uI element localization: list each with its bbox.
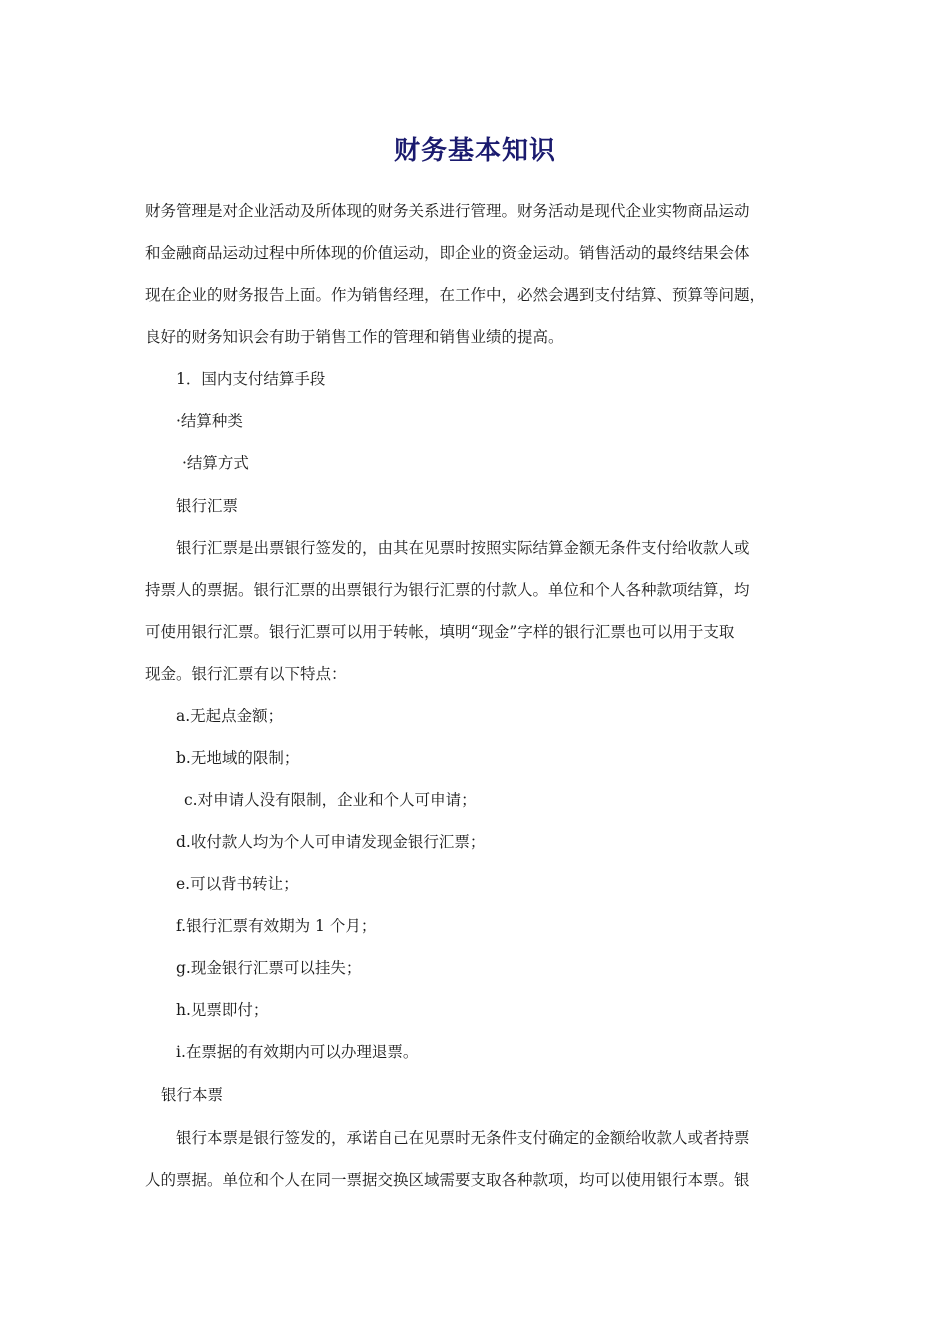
bank-draft-line-4: 现金。银行汇票有以下特点：: [145, 665, 347, 683]
feature-item-g: g.现金银行汇票可以挂失；: [176, 959, 362, 977]
intro-line-3: 现在企业的财务报告上面。作为销售经理，在工作中，必然会遇到支付结算、预算等问题，: [145, 286, 766, 304]
feature-item-c: c.对申请人没有限制，企业和个人可申请；: [184, 791, 477, 809]
feature-item-b: b.无地域的限制；: [176, 749, 300, 767]
feature-item-a: a.无起点金额；: [176, 707, 284, 725]
bank-draft-line-3: 可使用银行汇票。银行汇票可以用于转帐，填明“现金”字样的银行汇票也可以用于支取: [145, 623, 735, 641]
bullet-settlement-types: ·结算种类: [176, 412, 243, 430]
cashier-check-heading: 银行本票: [161, 1086, 224, 1104]
feature-item-e: e.可以背书转让；: [176, 875, 299, 893]
intro-line-2: 和金融商品运动过程中所体现的价值运动，即企业的资金运动。销售活动的最终结果会体: [145, 244, 750, 262]
feature-item-h: h.见票即付；: [176, 1001, 269, 1019]
cashier-line-2: 人的票据。单位和个人在同一票据交换区域需要支取各种款项，均可以使用银行本票。银: [145, 1171, 750, 1189]
cashier-line-1: 银行本票是银行签发的，承诺自己在见票时无条件支付确定的金额给收款人或者持票: [176, 1129, 750, 1147]
feature-item-i: i.在票据的有效期内可以办理退票。: [176, 1043, 419, 1061]
bank-draft-line-2: 持票人的票据。银行汇票的出票银行为银行汇票的付款人。单位和个人各种款项结算，均: [145, 581, 750, 599]
bullet-settlement-methods: ·结算方式: [182, 454, 249, 472]
section-heading: 1．国内支付结算手段: [176, 370, 326, 388]
intro-line-4: 良好的财务知识会有助于销售工作的管理和销售业绩的提高。: [145, 328, 564, 346]
feature-item-d: d.收付款人均为个人可申请发现金银行汇票；: [176, 833, 486, 851]
feature-item-f: f.银行汇票有效期为 1 个月；: [176, 917, 377, 935]
document-title: 财务基本知识: [393, 136, 556, 166]
bank-draft-heading: 银行汇票: [176, 497, 239, 515]
intro-line-1: 财务管理是对企业活动及所体现的财务关系进行管理。财务活动是现代企业实物商品运动: [145, 202, 750, 220]
bank-draft-line-1: 银行汇票是出票银行签发的，由其在见票时按照实际结算金额无条件支付给收款人或: [176, 539, 750, 557]
